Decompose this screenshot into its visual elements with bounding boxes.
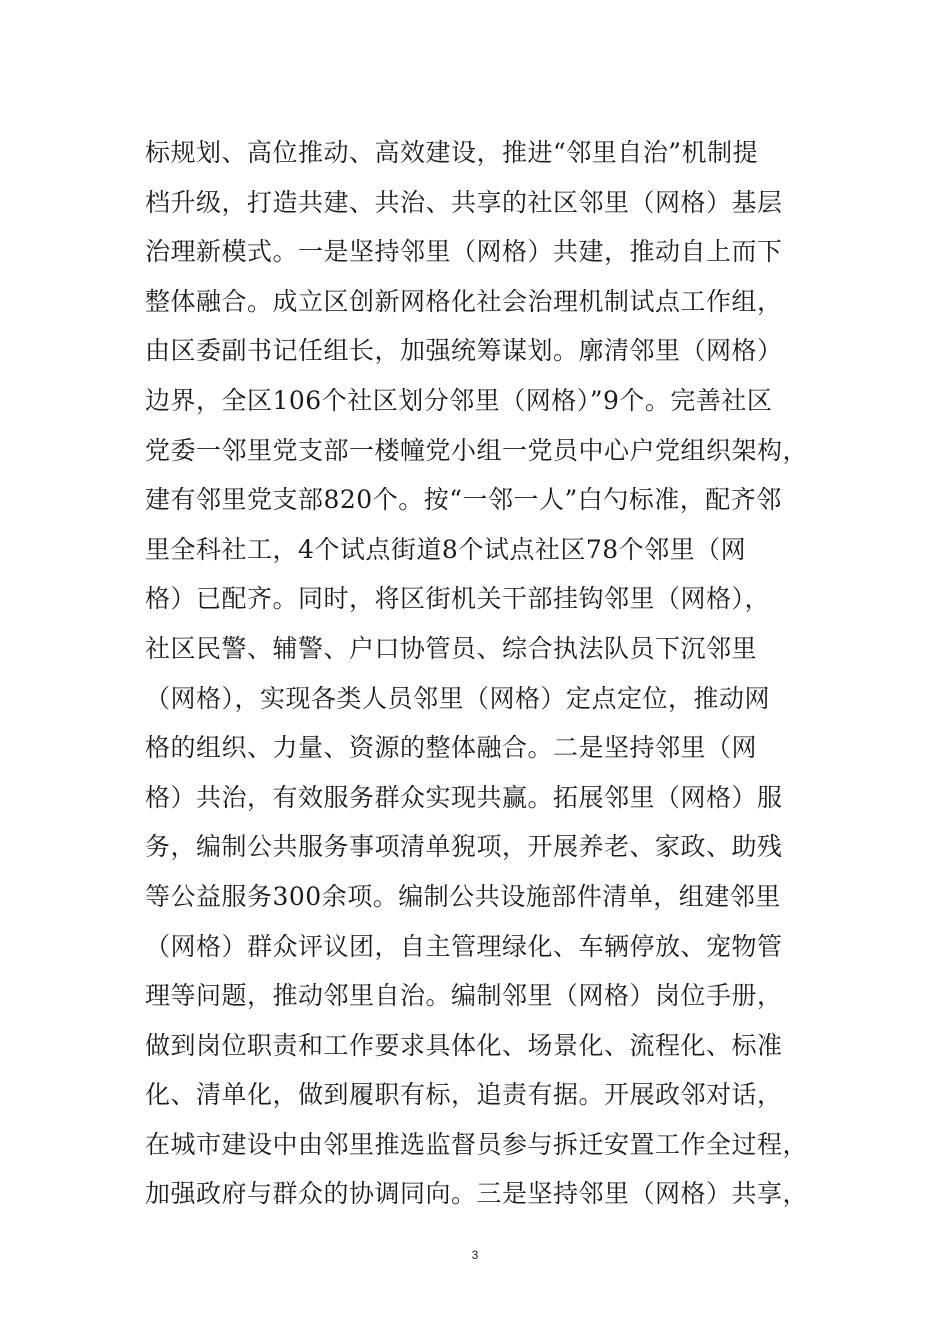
text-line: 标规划、高位推动、高效建设，推进“邻里自治”机制提 [145,138,759,167]
text-line: 化、清单化，做到履职有标，追责有据。开展政邻对话， [145,1080,783,1110]
body-text [145,128,825,1219]
text-line: 做到岗位职责和工作要求具体化、场景化、流程化、标准 [145,1030,783,1060]
text-line: 格）已配齐。同时，将区街机关干部挂钩邻里（网格）， [145,584,771,614]
text-line: 格）共治，有效服务群众实现共赢。拓展邻里（网格）服 [145,782,783,812]
text-line: 党委一邻里党支部一楼幢党小组一党员中心户党组织架构， [145,435,809,465]
text-line: 里全科社工，4个试点街道8个试点社区78个邻里（网 [145,534,747,564]
text-line: 建有邻里党支部820个。按“一邻一人”白勺标准，配齐邻 [145,485,782,515]
text-line: 边界，全区106个社区划分邻里（网格）”9个。完善社区 [145,385,773,415]
text-line: 整体融合。成立区创新网格化社会治理机制试点工作组， [145,286,783,316]
text-line: 社区民警、辅警、户口协管员、综合执法队员下沉邻里 [145,633,758,663]
text-line: 格的组织、力量、资源的整体融合。二是坚持邻里（网 [145,733,758,763]
text-line: 务，编制公共服务事项清单猊项，开展养老、家政、助残 [145,832,783,862]
text-line: （网格），实现各类人员邻里（网格）定点定位，推动网 [145,683,771,713]
text-line: 档升级，打造共建、共治、共享的社区邻里（网格）基层 [145,187,783,217]
text-line: 在城市建设中由邻里推选监督员参与拆迁安置工作全过程， [145,1129,809,1159]
text-line: 由区委副书记任组长，加强统筹谋划。廓清邻里（网格） [145,336,783,366]
text-line: 治理新模式。一是坚持邻里（网格）共建，推动自上而下 [145,237,783,267]
text-line: 理等问题，推动邻里自治。编制邻里（网格）岗位手册， [145,981,783,1011]
text-line: （网格）群众评议团，自主管理绿化、车辆停放、宠物管 [145,931,783,961]
page-number: 3 [471,1248,479,1262]
text-line: 等公益服务300余项。编制公共设施部件清单，组建邻里 [145,881,781,911]
text-line: 加强政府与群众的协调同向。三是坚持邻里（网格）共享， [145,1179,809,1209]
